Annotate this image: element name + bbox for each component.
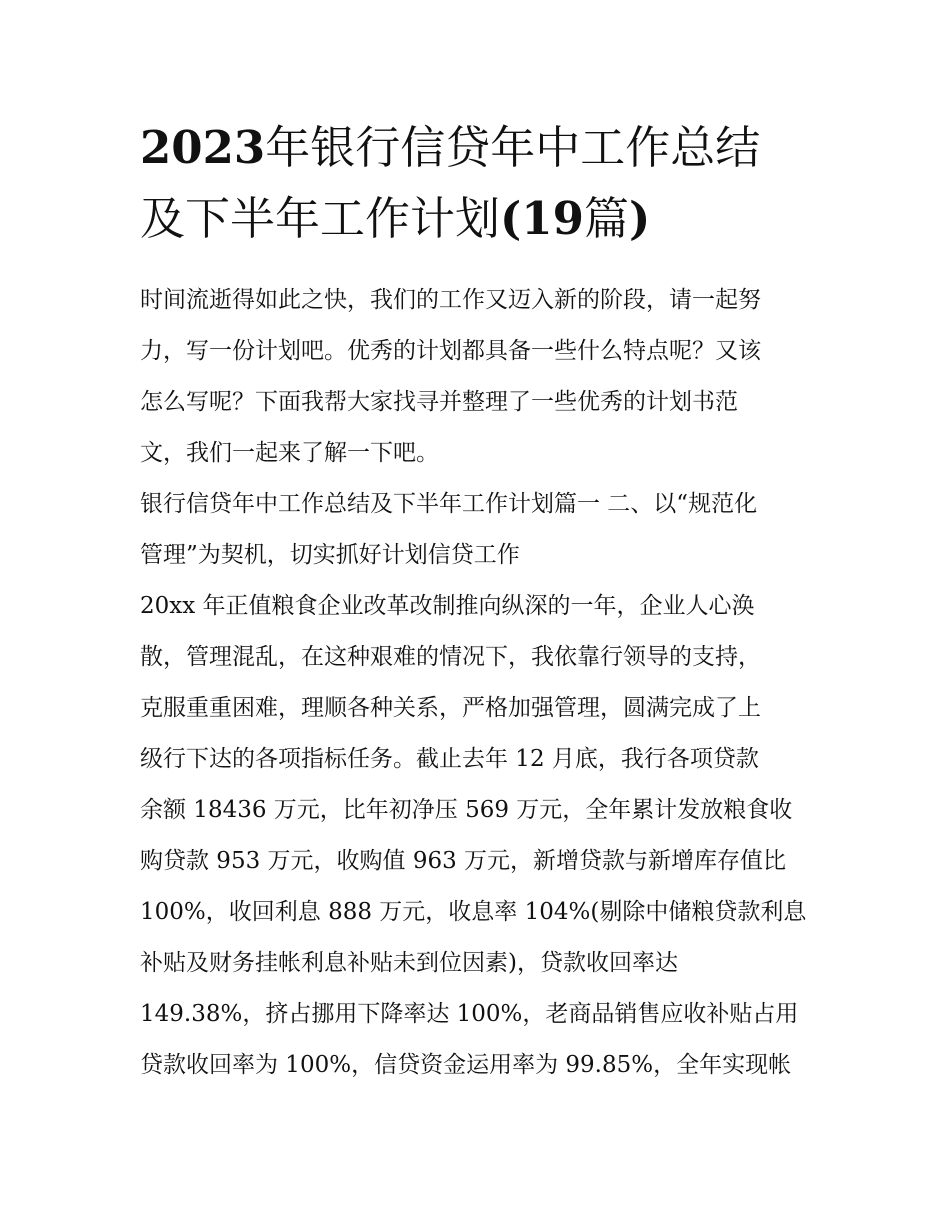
title-line-2 — [140, 183, 840, 254]
body-line: 文，我们一起来了解一下吧。 — [140, 440, 439, 466]
title-line-1 — [140, 112, 840, 183]
body-line: 贷款收回率为 100%，信贷资金运用率为 99.85%，全年实现帐 — [140, 1052, 792, 1078]
section-heading-line: 管理”为契机，切实抓好计划信贷工作 — [140, 542, 520, 568]
body-line: 100%，收回利息 888 万元，收息率 104%(剔除中储粮贷款利息 — [140, 899, 807, 925]
title-paren-close: ) — [628, 192, 651, 245]
title-text-2: 及下半年工作计划 — [140, 192, 501, 245]
title-pian: 篇 — [583, 192, 629, 245]
document-body — [140, 275, 840, 1091]
body-line: 级行下达的各项指标任务。截止去年 12 月底，我行各项贷款 — [140, 746, 759, 772]
body-line: 余额 18436 万元，比年初净压 569 万元，全年累计发放粮食收 — [140, 797, 793, 823]
body-line: 时间流逝得如此之快，我们的工作又迈入新的阶段，请一起努 — [140, 287, 761, 313]
title-year: 2023 — [140, 121, 266, 174]
body-line: 149.38%，挤占挪用下降率达 100%，老商品销售应收补贴占用 — [140, 1001, 799, 1027]
body-line: 补贴及财务挂帐利息补贴未到位因素)，贷款收回率达 — [140, 950, 678, 976]
body-line: 克服重重困难，理顺各种关系，严格加强管理，圆满完成了上 — [140, 695, 761, 721]
body-line: 怎么写呢？下面我帮大家找寻并整理了一些优秀的计划书范 — [140, 389, 738, 415]
body-line: 购贷款 953 万元，收购值 963 万元，新增贷款与新增库存值比 — [140, 848, 787, 874]
title-count: (19 — [500, 192, 584, 245]
title-text-1: 年银行信贷年中工作总结 — [265, 121, 761, 174]
body-line: 力，写一份计划吧。优秀的计划都具备一些什么特点呢？又该 — [140, 338, 761, 364]
section-heading-line: 银行信贷年中工作总结及下半年工作计划篇一 二、以“规范化 — [140, 491, 758, 517]
body-line: 散，管理混乱，在这种艰难的情况下，我依靠行领导的支持， — [140, 644, 761, 670]
document-title — [140, 112, 840, 254]
body-line: 20xx 年正值粮食企业改革改制推向纵深的一年，企业人心涣 — [140, 593, 755, 619]
